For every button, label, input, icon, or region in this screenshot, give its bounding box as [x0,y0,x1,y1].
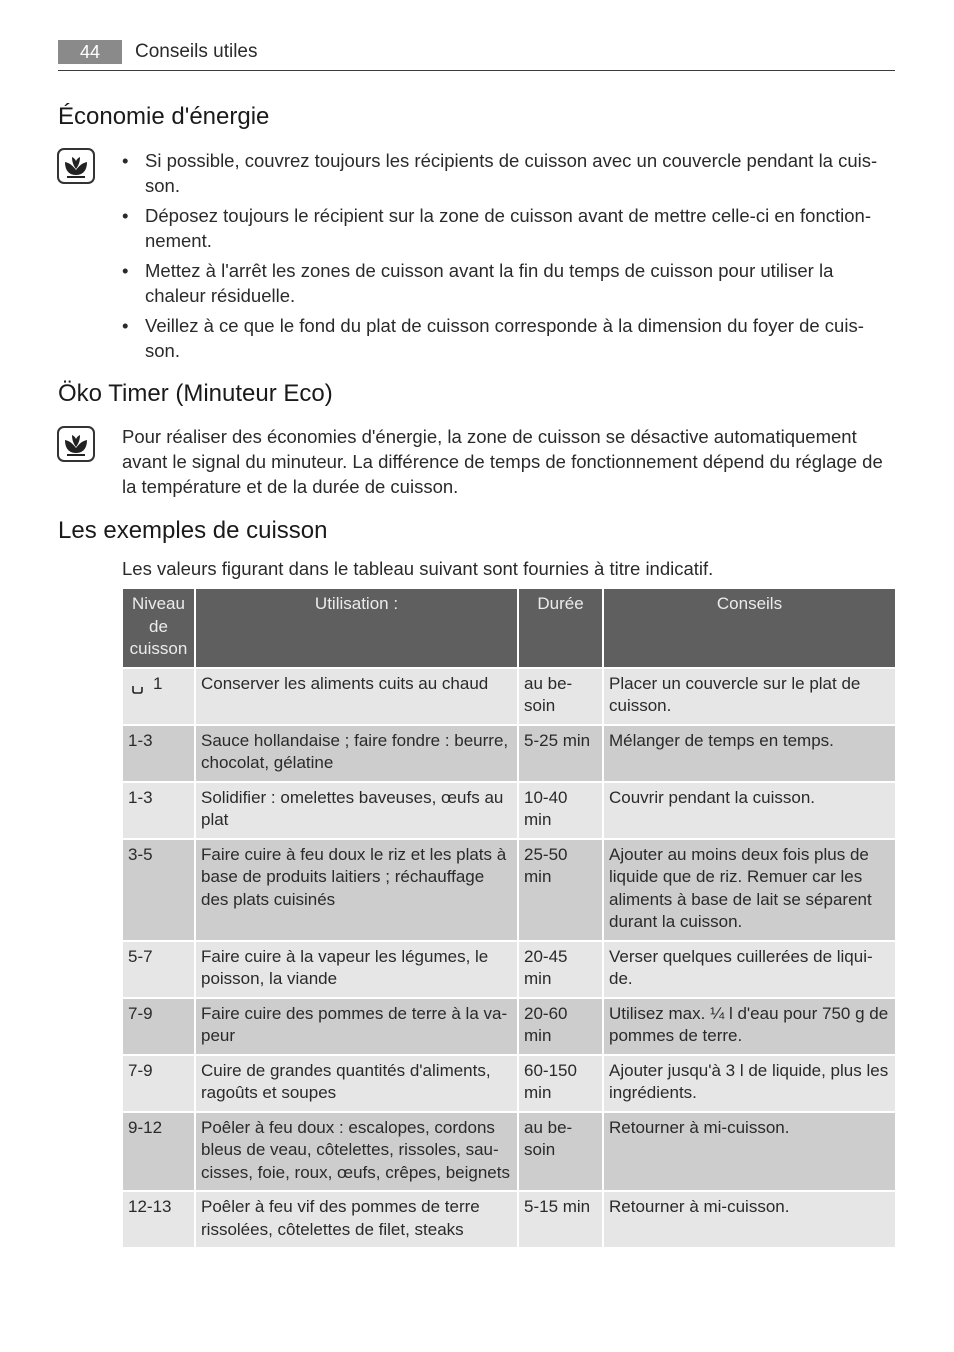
use-cell: Poêler à feu doux : escalopes, cordons bleus de veau, côtelettes, rissoles, sau-cisses, foie, roux, œufs, crêpes, beignets [195,1112,518,1192]
level-cell: 7-9 [122,1055,195,1112]
tip-cell: Retourner à mi-cuisson. [603,1112,896,1192]
tip-cell: Ajouter au moins deux fois plus de liquide que de riz. Remuer car les aliments à base de lait se séparent durant la cuisson. [603,839,896,941]
duration-cell: 5-15 min [518,1191,603,1248]
table-row [122,998,896,1055]
tip-text: Si possible, couvrez toujours les récipients de cuisson avec un couvercle pendant la cuis-son. [145,150,878,196]
use-cell: Cuire de grandes quantités d'aliments, ragoûts et soupes [195,1055,518,1112]
column-header: Conseils [603,588,896,668]
duration-cell: au be-soin [518,1112,603,1192]
level-cell [122,668,195,725]
list-item [122,148,897,198]
duration-cell: au be-soin [518,668,603,725]
level-value: 1 [153,673,163,693]
examples-intro: Les valeurs figurant dans le tableau suivant sont fournies à titre indicatif. [122,558,714,579]
level-cell: 1-3 [122,782,195,839]
level-cell: 12-13 [122,1191,195,1248]
eco-leaf-icon [57,426,95,462]
bullet: • [122,315,129,336]
section-label: Conseils utiles [135,41,258,62]
list-item [122,203,897,253]
duration-cell: 10-40 min [518,782,603,839]
column-header: Utilisation : [195,588,518,668]
list-item [122,258,897,308]
table-row [122,839,896,941]
tip-cell: Verser quelques cuillerées de liqui-de. [603,941,896,998]
keep-warm-icon [131,679,145,689]
tip-text: Veillez à ce que le fond du plat de cuisson corresponde à la dimension du foyer de cuis-son. [145,315,864,361]
level-cell: 3-5 [122,839,195,941]
examples-title: Les exemples de cuisson [58,517,328,544]
eco-leaf-icon [57,148,95,184]
bullet: • [122,260,129,281]
tip-text: Mettez à l'arrêt les zones de cuisson avant la fin du temps de cuisson pour utiliser la chaleur résiduelle. [145,260,834,306]
column-header: Niveau de cuisson [122,588,195,668]
level-cell: 5-7 [122,941,195,998]
cooking-table [121,587,897,1249]
tip-cell: Mélanger de temps en temps. [603,725,896,782]
duration-cell: 60-150 min [518,1055,603,1112]
table-row [122,1191,896,1248]
level-cell: 1-3 [122,725,195,782]
level-cell: 9-12 [122,1112,195,1192]
level-cell: 7-9 [122,998,195,1055]
use-cell: Faire cuire des pommes de terre à la va-peur [195,998,518,1055]
tip-text: Déposez toujours le récipient sur la zone de cuisson avant de mettre celle-ci en fonction-nement. [145,205,871,251]
energy-title: Économie d'énergie [58,103,270,130]
use-cell: Faire cuire à la vapeur les légumes, le poisson, la viande [195,941,518,998]
page-header [58,40,895,71]
duration-cell: 5-25 min [518,725,603,782]
use-cell: Faire cuire à feu doux le riz et les plats à base de produits laitiers ; réchauffage des plats cuisinés [195,839,518,941]
use-cell: Poêler à feu vif des pommes de terre rissolées, côtelettes de filet, steaks [195,1191,518,1248]
eco-timer-text: Pour réaliser des économies d'énergie, la zone de cuisson se désactive automatiquement avant le signal du minuteur. La différence de temps de fonctionnement dépend du réglage de la température et de la durée de cuisson. [122,426,883,497]
energy-tips-list [122,148,897,368]
bullet: • [122,205,129,226]
tip-cell: Placer un couvercle sur le plat de cuisson. [603,668,896,725]
use-cell: Sauce hollandaise ; faire fondre : beurre, chocolat, gélatine [195,725,518,782]
bullet: • [122,150,129,171]
duration-cell: 25-50 min [518,839,603,941]
duration-cell: 20-60 min [518,998,603,1055]
tip-cell: Couvrir pendant la cuisson. [603,782,896,839]
eco-timer-title: Öko Timer (Minuteur Eco) [58,380,333,407]
tip-cell: Ajouter jusqu'à 3 l de liquide, plus les ingrédients. [603,1055,896,1112]
table-row [122,1055,896,1112]
column-header: Durée [518,588,603,668]
list-item [122,313,897,363]
page-number: 44 [58,40,122,64]
tip-cell: Utilisez max. ¼ l d'eau pour 750 g de pommes de terre. [603,998,896,1055]
use-cell: Solidifier : omelettes baveuses, œufs au plat [195,782,518,839]
table-row [122,725,896,782]
tip-cell: Retourner à mi-cuisson. [603,1191,896,1248]
table-row [122,668,896,725]
table-row [122,1112,896,1192]
table-row [122,941,896,998]
use-cell: Conserver les aliments cuits au chaud [195,668,518,725]
table-row [122,782,896,839]
table-header-row [122,588,896,668]
duration-cell: 20-45 min [518,941,603,998]
